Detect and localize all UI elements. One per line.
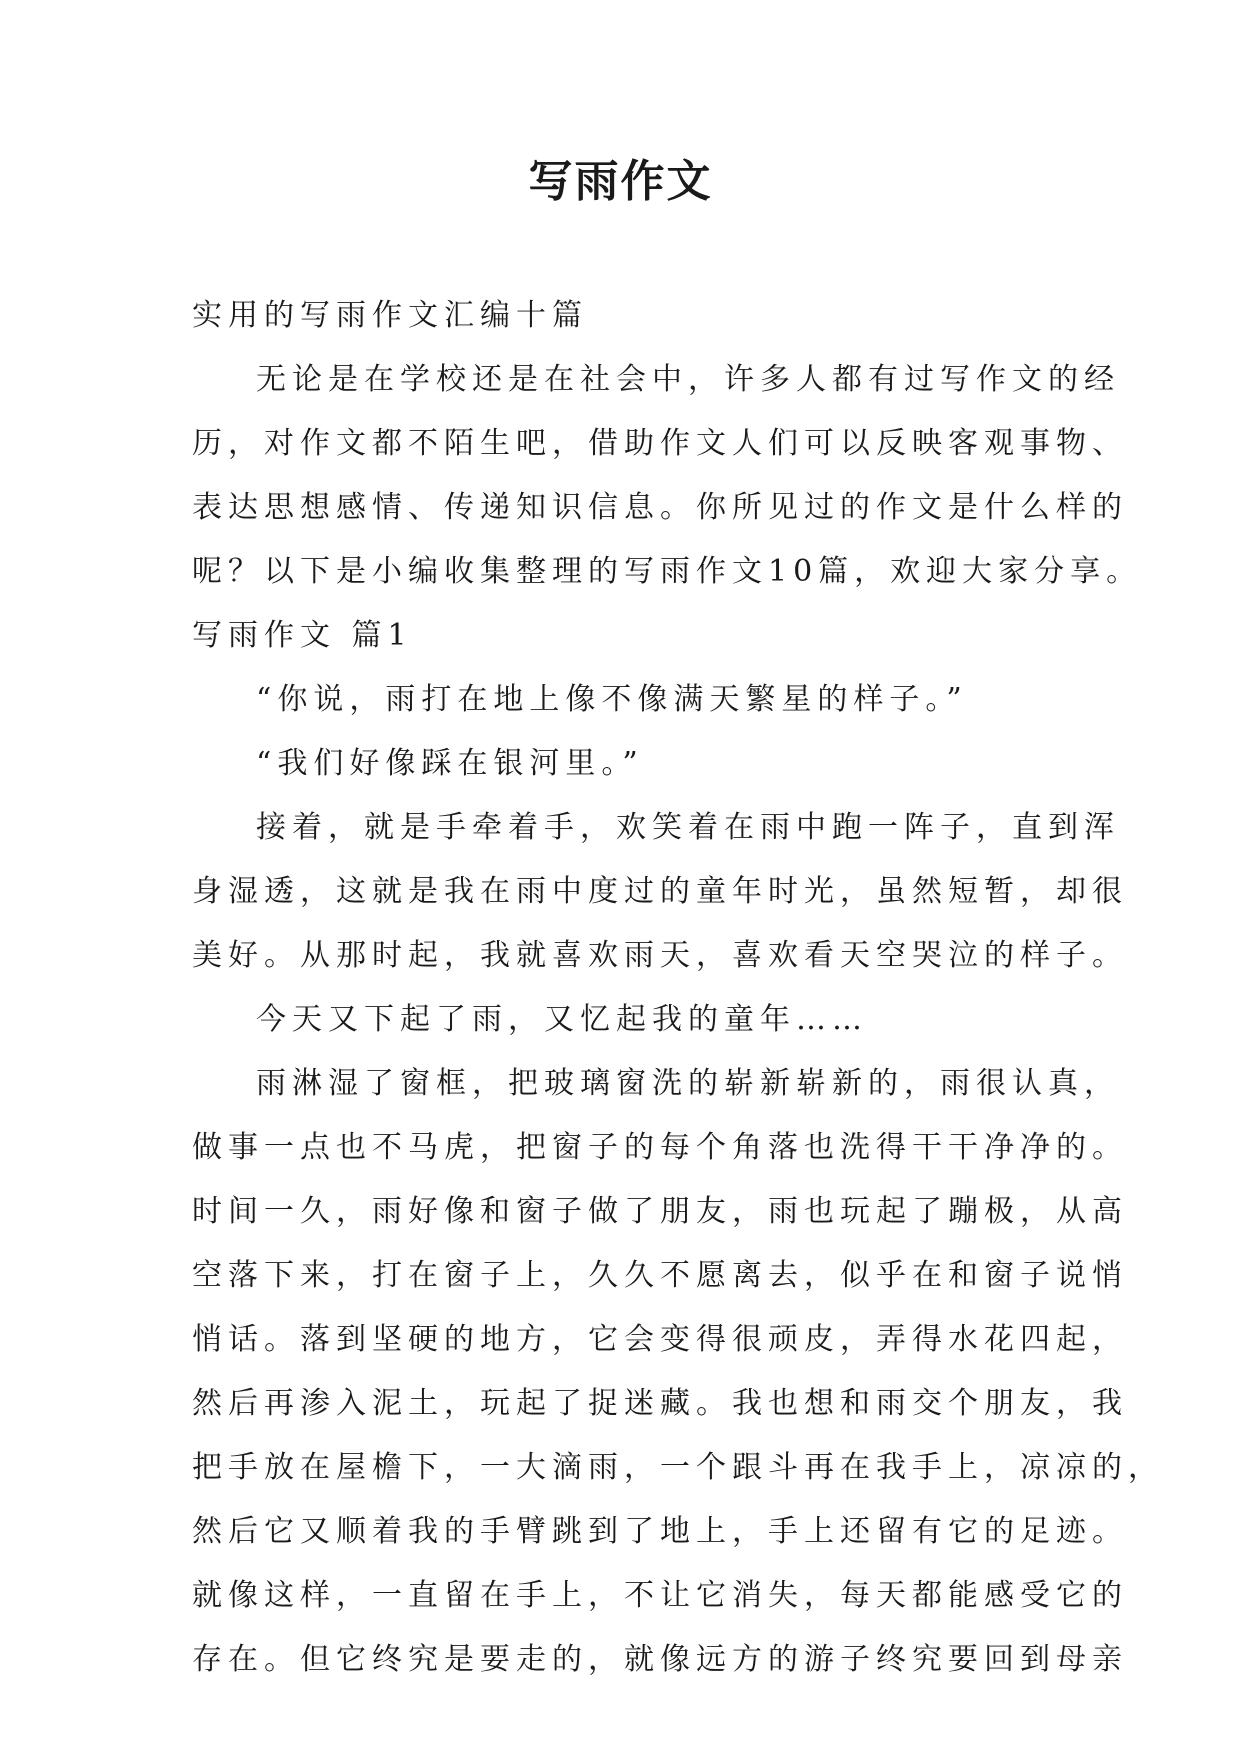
- text-line: 美好。从那时起，我就喜欢雨天，喜欢看天空哭泣的样子。: [192, 938, 1128, 973]
- text-line: 实用的写雨作文汇编十篇: [192, 298, 588, 333]
- text-line: 身湿透，这就是我在雨中度过的童年时光，虽然短暂，却很: [192, 874, 1128, 909]
- text-line: 接着，就是手牵着手，欢笑着在雨中跑一阵子，直到浑: [256, 810, 1120, 845]
- text-line: “我们好像踩在银河里。”: [256, 746, 644, 781]
- text-line: 表达思想感情、传递知识信息。你所见过的作文是什么样的: [192, 490, 1128, 525]
- text-line: 雨淋湿了窗框，把玻璃窗洗的崭新崭新的，雨很认真，: [256, 1066, 1120, 1101]
- text-line: 今天又下起了雨，又忆起我的童年……: [256, 1002, 868, 1037]
- text-line: 悄话。落到坚硬的地方，它会变得很顽皮，弄得水花四起，: [192, 1322, 1128, 1357]
- text-line: 时间一久，雨好像和窗子做了朋友，雨也玩起了蹦极，从高: [192, 1194, 1128, 1229]
- document-body: [192, 284, 1164, 1692]
- text-line: 把手放在屋檐下，一大滴雨，一个跟斗再在我手上，凉凉的，: [192, 1450, 1164, 1485]
- text-line: 然后再渗入泥土，玩起了捉迷藏。我也想和雨交个朋友，我: [192, 1386, 1128, 1421]
- text-line: 然后它又顺着我的手臂跳到了地上，手上还留有它的足迹。: [192, 1514, 1128, 1549]
- text-line: 存在。但它终究是要走的，就像远方的游子终究要回到母亲: [192, 1642, 1128, 1677]
- text-line: 写雨作文 篇1: [192, 618, 413, 653]
- text-line: 就像这样，一直留在手上，不让它消失，每天都能感受它的: [192, 1578, 1128, 1613]
- text-line: 历，对作文都不陌生吧，借助作文人们可以反映客观事物、: [192, 426, 1128, 461]
- text-line: 无论是在学校还是在社会中，许多人都有过写作文的经: [256, 362, 1120, 397]
- text-line: 呢？以下是小编收集整理的写雨作文10篇，欢迎大家分享。: [192, 554, 1143, 589]
- text-line: 空落下来，打在窗子上，久久不愿离去，似乎在和窗子说悄: [192, 1258, 1128, 1293]
- text-line: “你说，雨打在地上像不像满天繁星的样子。”: [256, 682, 968, 717]
- text-line: 做事一点也不马虎，把窗子的每个角落也洗得干干净净的。: [192, 1130, 1128, 1165]
- document-title: 写雨作文: [528, 156, 713, 207]
